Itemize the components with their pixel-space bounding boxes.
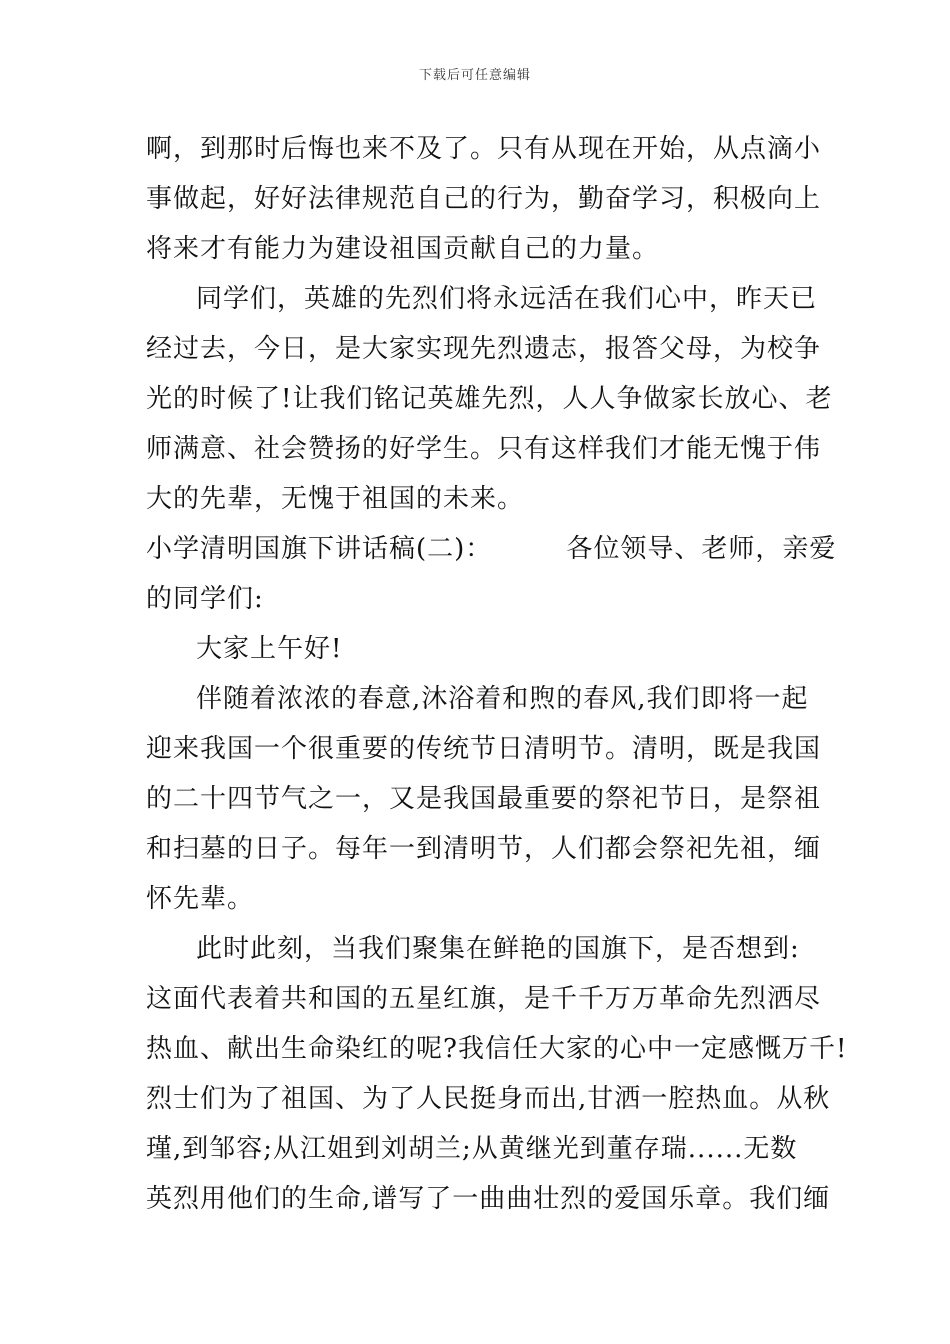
section-heading-line: 小学清明国旗下讲话稿(二)： 各位领导、老师，亲爱 — [146, 534, 837, 564]
page-header: 下载后可任意编辑 — [418, 68, 531, 83]
text-line: 伴随着浓浓的春意,沐浴着和煦的春风,我们即将一起 — [196, 684, 809, 714]
text-line: 烈士们为了祖国、为了人民挺身而出,甘洒一腔热血。从秋 — [146, 1084, 831, 1114]
text-line: 光的时候了!让我们铭记英雄先烈，人人争做家长放心、老 — [146, 384, 833, 414]
text-line: 瑾,到邹容;从江姐到刘胡兰;从黄继光到董存瑞......无数 — [146, 1134, 798, 1164]
text-line: 热血、献出生命染红的呢?我信任大家的心中一定感慨万千! — [146, 1034, 848, 1064]
text-line: 啊，到那时后悔也来不及了。只有从现在开始，从点滴小 — [146, 134, 822, 164]
text-line: 事做起，好好法律规范自己的行为，勤奋学习，积极向上 — [146, 184, 822, 214]
text-line: 英烈用他们的生命,谱写了一曲曲壮烈的爱国乐章。我们缅 — [146, 1184, 831, 1214]
text-line: 怀先辈。 — [146, 884, 255, 914]
text-line: 将来才有能力为建设祖国贡献自己的力量。 — [146, 234, 660, 264]
text-line: 的二十四节气之一，又是我国最重要的祭祀节日，是祭祖 — [146, 784, 822, 814]
text-line: 的同学们: — [146, 584, 264, 614]
text-line: 同学们，英雄的先烈们将永远活在我们心中，昨天已 — [196, 284, 818, 314]
text-line: 此时此刻，当我们聚集在鲜艳的国旗下，是否想到: — [196, 934, 800, 964]
text-line: 大的先辈，无愧于祖国的未来。 — [146, 484, 525, 514]
text-line: 和扫墓的日子。每年一到清明节，人们都会祭祀先祖，缅 — [146, 834, 822, 864]
text-line: 迎来我国一个很重要的传统节日清明节。清明，既是我国 — [146, 734, 822, 764]
greeting-line: 大家上午好! — [196, 634, 343, 664]
text-line: 经过去，今日，是大家实现先烈遗志，报答父母，为校争 — [146, 334, 822, 364]
text-line: 师满意、社会赞扬的好学生。只有这样我们才能无愧于伟 — [146, 434, 822, 464]
text-line: 这面代表着共和国的五星红旗，是千千万万革命先烈洒尽 — [146, 984, 822, 1014]
